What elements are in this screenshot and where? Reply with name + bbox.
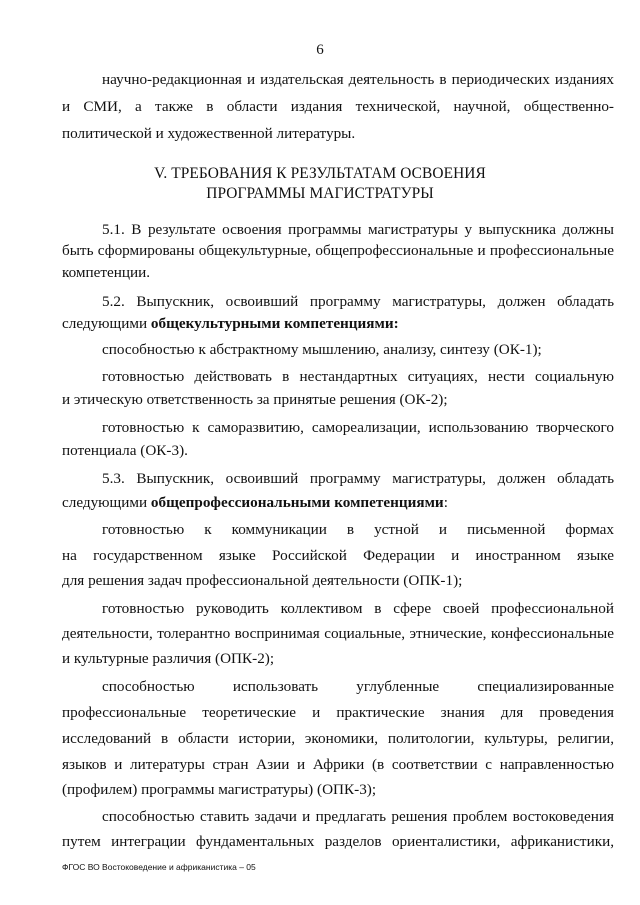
p51-line-2: быть сформированы общекультурные, общепрофессиональные и профессиональные	[62, 242, 614, 259]
opk1-line-1: готовностью к коммуникации в устной и письменной формах	[102, 521, 614, 538]
p52-line-1: 5.2. Выпускник, освоивший программу магистратуры, должен обладать	[102, 293, 614, 310]
opk4-line-2: путем интеграции фундаментальных разделов ориенталистики, африканистики,	[62, 833, 614, 850]
intro-line-1: научно-редакционная и издательская деятельность в периодических изданиях	[102, 71, 614, 88]
ok3-line-1: готовностью к саморазвитию, самореализации, использованию творческого	[102, 419, 614, 436]
p51-line-1: 5.1. В результате освоения программы магистратуры у выпускника должны	[102, 221, 614, 238]
ok1-line: способностью к абстрактному мышлению, анализу, синтезу (ОК-1);	[102, 341, 542, 358]
p53-line-2-tail: :	[443, 494, 448, 511]
opk3-line-3: исследований в области истории, экономики, политологии, культуры, религии,	[62, 730, 614, 747]
p53-line-2	[62, 493, 614, 513]
intro-line-2: и СМИ, а также в области издания технической, научной, общественно-	[62, 98, 614, 115]
ok2-line-2: и этическую ответственность за принятые решения (ОК-2);	[62, 391, 448, 408]
opk2-line-2: деятельности, толерантно воспринимая социальные, этнические, конфессиональные	[62, 625, 614, 642]
opk3-line-2: профессиональные теоретические и практические знания для проведения	[62, 704, 614, 721]
page-number: 6	[316, 42, 324, 58]
p53-line-1: 5.3. Выпускник, освоивший программу магистратуры, должен обладать	[102, 470, 614, 487]
p52-line-2	[62, 314, 614, 334]
opk3-line-1: способностью использовать углубленные специализированные	[102, 678, 614, 695]
ok3-line-2: потенциала (ОК-3).	[62, 442, 188, 459]
opk3-line-4: языков и литературы стран Азии и Африки (в соответствии с направленностью	[62, 756, 614, 773]
section-heading-line-1: V. ТРЕБОВАНИЯ К РЕЗУЛЬТАТАМ ОСВОЕНИЯ	[154, 165, 486, 182]
opk2-line-3: и культурные различия (ОПК-2);	[62, 650, 275, 667]
p52-line-2-bold: общекультурными компетенциями:	[150, 315, 399, 332]
intro-line-3: политической и художественной литературы.	[62, 125, 356, 142]
opk3-line-5: (профилем) программы магистратуры) (ОПК-3);	[62, 781, 377, 798]
opk2-line-1: готовностью руководить коллективом в сфере своей профессиональной	[102, 600, 614, 617]
ok2-line-1: готовностью действовать в нестандартных ситуациях, нести социальную	[102, 368, 614, 385]
opk1-line-3: для решения задач профессиональной деятельности (ОПК-1);	[62, 572, 463, 589]
p52-line-2-plain: следующими	[62, 315, 151, 332]
section-heading-line-2: ПРОГРАММЫ МАГИСТРАТУРЫ	[206, 185, 434, 202]
p51-line-3: компетенции.	[62, 264, 151, 281]
p53-line-2-plain: следующими	[62, 494, 151, 511]
p53-line-2-bold: общепрофессиональными компетенциями	[150, 494, 444, 511]
document-footer: ФГОС ВО Востоковедение и африканистика – 05	[62, 862, 256, 872]
opk1-line-2: на государственном языке Российской Федерации и иностранном языке	[62, 547, 614, 564]
opk4-line-1: способностью ставить задачи и предлагать решения проблем востоковедения	[102, 808, 614, 825]
